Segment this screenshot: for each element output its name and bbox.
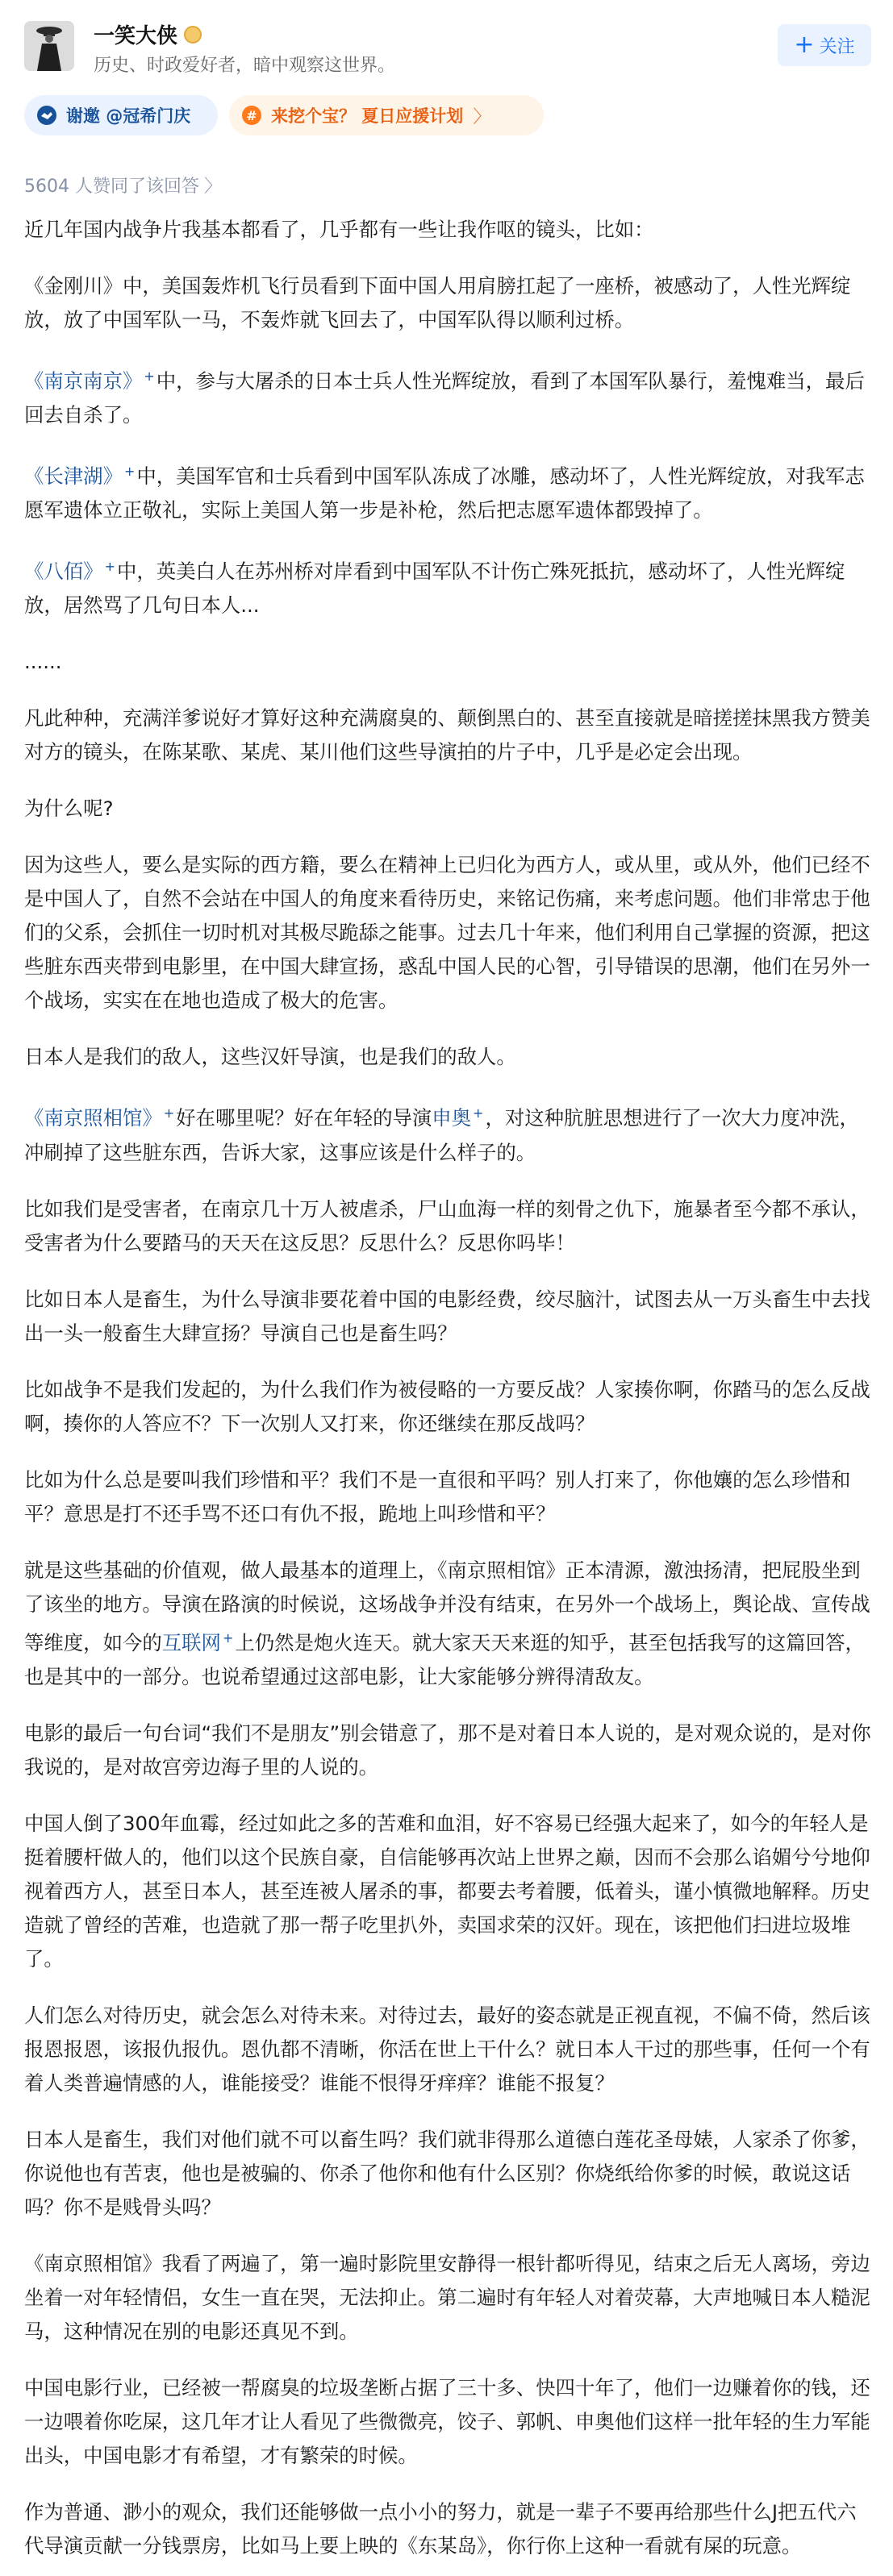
plus-icon: +: [794, 31, 815, 59]
paragraph: 因为这些人，要么是实际的西方籍，要么在精神上已归化为西方人，或从里，或从外，他们已经不是中国人了，自然不会站在中国人的角度来看待历史，来铭记伤痛，来考虑问题。他们非常忠于他们的父系，会抓住一切时机对其极尽跪舔之能事。过去几十年来，他们利用自己掌握的资源，把这些脏东西夹带到电影里，在中国大肆宣扬，惑乱中国人民的心智，引导错误的思潮，他们在另外一个战场，实实在在地也造成了极大的危害。: [24, 853, 870, 1013]
paragraph: 《金刚川》中，美国轰炸机飞行员看到下面中国人用肩膀扛起了一座桥，被感动了，人性光辉绽放，放了中国军队一马，不轰炸就飞回去了，中国军队得以顺利过桥。: [24, 274, 851, 331]
author-header: [24, 18, 871, 74]
paragraph-text: 上仍然是炮火连天。就大家天天来逛的知乎，甚至包括我写的这篇回答，也是其中的一部分。也说希望通过这部电影，让大家能够分辨得清敌友。: [24, 1630, 865, 1688]
paragraph: 《南京照相馆》我看了两遍了，第一遍时影院里安静得一根针都听得见，结束之后无人离场，旁边坐着一对年轻情侣，女生一直在哭，无法抑止。第二遍时有年轻人对着荧幕，大声地喊日本人糙泥马，这种情况在别的电影还真见不到。: [24, 2251, 870, 2343]
paragraph: [24, 360, 873, 432]
paragraph: ......: [24, 650, 62, 674]
paragraph: 电影的最后一句台词“我们不是朋友”别会错意了，那不是对着日本人说的，是对观众说的，是对你我说的，是对故宫旁边海子里的人说的。: [24, 1721, 871, 1779]
paragraph-text: 中，英美白人在苏州桥对岸看到中国军队不计伤亡殊死抵抗，感动坏了，人性光辉绽放，居然骂了几句日本人...: [24, 560, 845, 618]
person-link[interactable]: 申奥: [432, 1106, 472, 1130]
handshake-icon: [35, 104, 58, 127]
author-name-text[interactable]: 一笑大侠: [94, 24, 178, 48]
paragraph-text: 就是这些基础的价值观，做人最基本的道理上，《南京照相馆》正本清源，激浊扬清，把屁股坐到了该坐的地方。导演在路演的时候说，这场战争并没有结束，在另外一个战场上，舆论战、宣传战等维度，如今的: [24, 1558, 870, 1654]
paragraph-text: 中，参与大屠杀的日本士兵人性光辉绽放，看到了本国军队暴行，羞愧难当，最后回去自杀了。: [24, 369, 865, 427]
paragraph: [24, 1554, 873, 1694]
paragraph: [24, 1097, 873, 1169]
link-plus-icon: +: [144, 368, 155, 384]
movie-link[interactable]: 《南京南京》: [24, 369, 143, 393]
paragraph: 比如我们是受害者，在南京几十万人被虐杀，尸山血海一样的刻骨之仇下，施暴者至今都不承认，受害者为什么要踏马的天天在这反思？反思什么？反思你吗毕！: [24, 1196, 870, 1255]
author-avatar[interactable]: [24, 21, 74, 71]
activity-tag-label: 来挖个宝？ 夏日应援计划: [271, 106, 464, 126]
author-bio: 历史、时政爱好者，暗中观察这世界。: [94, 56, 396, 76]
avatar-figure-icon: [24, 21, 74, 71]
follow-button[interactable]: [778, 24, 871, 66]
paragraph: 人们怎么对待历史，就会怎么对待未来。对待过去，最好的姿态就是正视直视，不偏不倚，然后该报恩报恩，该报仇报仇。恩仇都不清晰，你活在世上干什么？就日本人干过的那些事，任何一个有着人类普遍情感的人，谁能接受？谁能不恨得牙痒痒？谁能不报复？: [24, 2003, 870, 2095]
paragraph: 日本人是畜生，我们对他们就不可以畜生吗？我们就非得那么道德白莲花圣母婊，人家杀了你爹，你说他也有苦衷，他也是被骗的、你杀了他你和他有什么区别？你烧纸给你爹的时候，敢说这话吗？你不是贱骨头吗？: [24, 2127, 870, 2219]
paragraph: 中国人倒了300年血霉，经过如此之多的苦难和血泪，好不容易已经强大起来了，如今的年轻人是挺着腰杆做人的，他们以这个民族自豪，自信能够再次站上世界之巅，因而不会那么谄媚兮兮地仰视着西方人，甚至日本人，甚至连被人屠杀的事，都要去考着腰，低着头，谨小慎微地解释。历史造就了曾经的苦难，也造就了那一帮子吃里扒外，卖国求荣的汉奸。现在，该把他们扫进垃圾堆了。: [24, 1811, 870, 1970]
topic-link[interactable]: 互联网: [161, 1630, 221, 1654]
invite-tag-label: 谢邀 @冠希门庆: [66, 106, 191, 126]
check-badge-icon: [184, 26, 202, 44]
link-plus-icon: +: [104, 559, 115, 575]
approval-count-text: 5604 人赞同了该回答: [24, 177, 199, 197]
link-plus-icon: +: [222, 1629, 234, 1646]
link-plus-icon: +: [123, 464, 136, 480]
link-plus-icon: +: [473, 1105, 484, 1122]
answer-content: [24, 213, 873, 2576]
paragraph: 比如日本人是畜生，为什么导演非要花着中国的电影经费，绞尽脑汁，试图去从一万头畜生中去找出一头一般畜生大肆宣扬？导演自己也是畜生吗？: [24, 1287, 870, 1345]
chevron-right-icon: 〉: [473, 106, 491, 127]
paragraph: [24, 455, 873, 527]
paragraph: 作为普通、渺小的观众，我们还能够做一点小小的努力，就是一辈子不要再给那些什么J把五代六代导演贡献一分钱票房，比如马上要上映的《东某岛》，你行你上这种一看就有屎的玩意。: [24, 2499, 857, 2557]
paragraph: [24, 550, 873, 622]
paragraph-text: 中，美国军官和士兵看到中国军队冻成了冰雕，感动坏了，人性光辉绽放，对我军志愿军遗体立正敬礼，实际上美国人第一步是补枪，然后把志愿军遗体都毁掉了。: [24, 464, 865, 522]
invite-tag[interactable]: [24, 95, 218, 135]
movie-link[interactable]: 《南京照相馆》: [24, 1106, 162, 1130]
paragraph: 比如战争不是我们发起的，为什么我们作为被侵略的一方要反战？人家揍你啊，你踏马的怎么反战啊，揍你的人答应不？下一次别人又打来，你还继续在那反战吗？: [24, 1377, 870, 1435]
chevron-right-icon: 〉: [203, 177, 222, 197]
paragraph-text: 好在哪里呢？好在年轻的导演: [176, 1106, 432, 1130]
paragraph: 比如为什么总是要叫我们珍惜和平？我们不是一直很和平吗？别人打来了，你他孃的怎么珍惜和平？意思是打不还手骂不还口有仇不报，跪地上叫珍惜和平？: [24, 1467, 851, 1525]
paragraph: 凡此种种，充满洋爹说好才算好这种充满腐臭的、颠倒黑白的、甚至直接就是暗搓搓抹黑我方赞美对方的镜头，在陈某歌、某虎、某川他们这些导演拍的片子中，几乎是必定会出现。: [24, 706, 870, 764]
paragraph: 为什么呢?: [24, 797, 114, 821]
approval-count[interactable]: [24, 173, 222, 198]
author-name[interactable]: [94, 19, 202, 49]
follow-label: 关注: [819, 36, 855, 57]
paragraph: 近几年国内战争片我基本都看了，几乎都有一些让我作呕的镜头，比如：: [24, 218, 654, 241]
movie-link[interactable]: 《八佰》: [24, 560, 103, 584]
hashtag-icon: [240, 104, 263, 127]
movie-link[interactable]: 《长津湖》: [24, 464, 123, 489]
svg-text:#: #: [246, 108, 257, 123]
paragraph-text: ，对这种肮脏思想进行了一次大力度冲洗，冲刷掉了这些脏东西，告诉大家，这事应该是什么样子的。: [24, 1106, 859, 1164]
paragraph: 日本人是我们的敌人，这些汉奸导演，也是我们的敌人。: [24, 1045, 516, 1069]
link-plus-icon: +: [163, 1105, 175, 1122]
paragraph: 中国电影行业，已经被一帮腐臭的垃圾垄断占据了三十多、快四十年了，他们一边赚着你的钱，还一边喂着你吃屎，这几年才让人看见了些微微亮，饺子、郭帆、申奥他们这样一批年轻的生力军能出头，中国电影才有希望，才有繁荣的时候。: [24, 2375, 870, 2467]
activity-tag[interactable]: [229, 95, 544, 135]
